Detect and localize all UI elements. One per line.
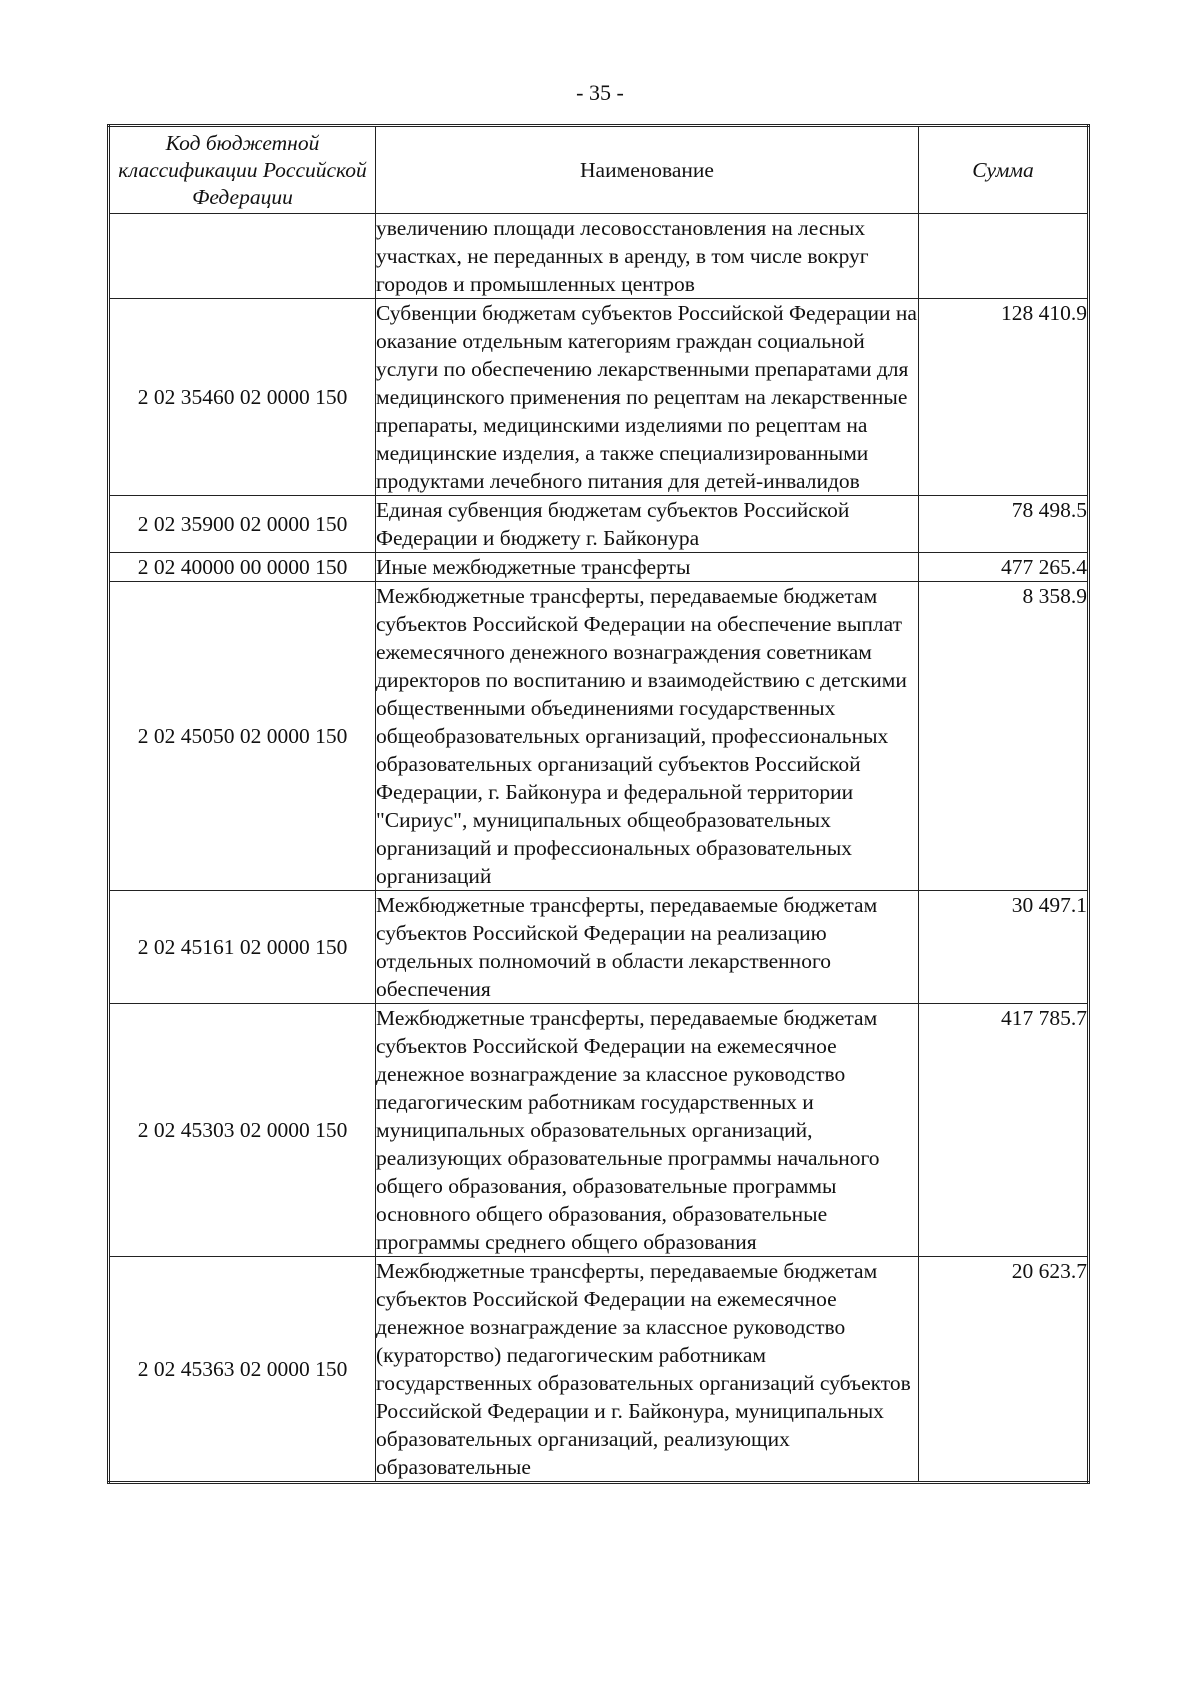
row-sum: 8 358.9	[919, 582, 1089, 891]
table-row	[109, 891, 1089, 1004]
row-code: 2 02 45050 02 0000 150	[109, 582, 376, 891]
row-name: Иные межбюджетные трансферты	[376, 553, 919, 582]
row-sum: 30 497.1	[919, 891, 1089, 1004]
row-name: Межбюджетные трансферты, передаваемые бюджетам субъектов Российской Федерации на обеспечение выплат ежемесячного денежного вознаграждения советникам директоров по воспитанию и взаимодействию с детскими общественными объединениями государственных общеобразовательных организаций, профессиональных образовательных организаций субъектов Российской Федерации, г. Байконура и федеральной территории "Сириус", муниципальных общеобразовательных организаций и профессиональных образовательных организаций	[376, 582, 919, 891]
row-code: 2 02 45303 02 0000 150	[109, 1004, 376, 1257]
header-code: Код бюджетной классификации Российской Федерации	[109, 126, 376, 214]
row-sum	[919, 214, 1089, 299]
row-name: увеличению площади лесовосстановления на лесных участках, не переданных в аренду, в том числе вокруг городов и промышленных центров	[376, 214, 919, 299]
row-code: 2 02 40000 00 0000 150	[109, 553, 376, 582]
header-sum: Сумма	[919, 126, 1089, 214]
row-code: 2 02 45363 02 0000 150	[109, 1257, 376, 1483]
table-row	[109, 1004, 1089, 1257]
table-row	[109, 553, 1089, 582]
table-row	[109, 299, 1089, 496]
page-number: - 35 -	[576, 80, 624, 105]
row-sum: 20 623.7	[919, 1257, 1089, 1483]
row-name: Субвенции бюджетам субъектов Российской Федерации на оказание отдельным категориям граждан социальной услуги по обеспечению лекарственными препаратами для медицинского применения по рецептам на лекарственные препараты, медицинскими изделиями по рецептам на медицинские изделия, а также специализированными продуктами лечебного питания для детей-инвалидов	[376, 299, 919, 496]
table-row	[109, 214, 1089, 299]
table-header-row	[109, 126, 1089, 214]
row-code: 2 02 35900 02 0000 150	[109, 496, 376, 553]
row-code: 2 02 45161 02 0000 150	[109, 891, 376, 1004]
budget-table	[107, 124, 1090, 1484]
row-code: 2 02 35460 02 0000 150	[109, 299, 376, 496]
header-name: Наименование	[376, 126, 919, 214]
row-name: Единая субвенция бюджетам субъектов Российской Федерации и бюджету г. Байконура	[376, 496, 919, 553]
table-row	[109, 496, 1089, 553]
table-row	[109, 1257, 1089, 1483]
row-sum: 78 498.5	[919, 496, 1089, 553]
table-row	[109, 582, 1089, 891]
row-sum: 417 785.7	[919, 1004, 1089, 1257]
row-name: Межбюджетные трансферты, передаваемые бюджетам субъектов Российской Федерации на реализацию отдельных полномочий в области лекарственного обеспечения	[376, 891, 919, 1004]
row-name: Межбюджетные трансферты, передаваемые бюджетам субъектов Российской Федерации на ежемесячное денежное вознаграждение за классное руководство педагогическим работникам государственных и муниципальных образовательных организаций, реализующих образовательные программы начального общего образования, образовательные программы основного общего образования, образовательные программы среднего общего образования	[376, 1004, 919, 1257]
row-code	[109, 214, 376, 299]
row-sum: 128 410.9	[919, 299, 1089, 496]
row-name: Межбюджетные трансферты, передаваемые бюджетам субъектов Российской Федерации на ежемесячное денежное вознаграждение за классное руководство (кураторство) педагогическим работникам государственных образовательных организаций субъектов Российской Федерации и г. Байконура, муниципальных образовательных организаций, реализующих образовательные	[376, 1257, 919, 1483]
row-sum: 477 265.4	[919, 553, 1089, 582]
